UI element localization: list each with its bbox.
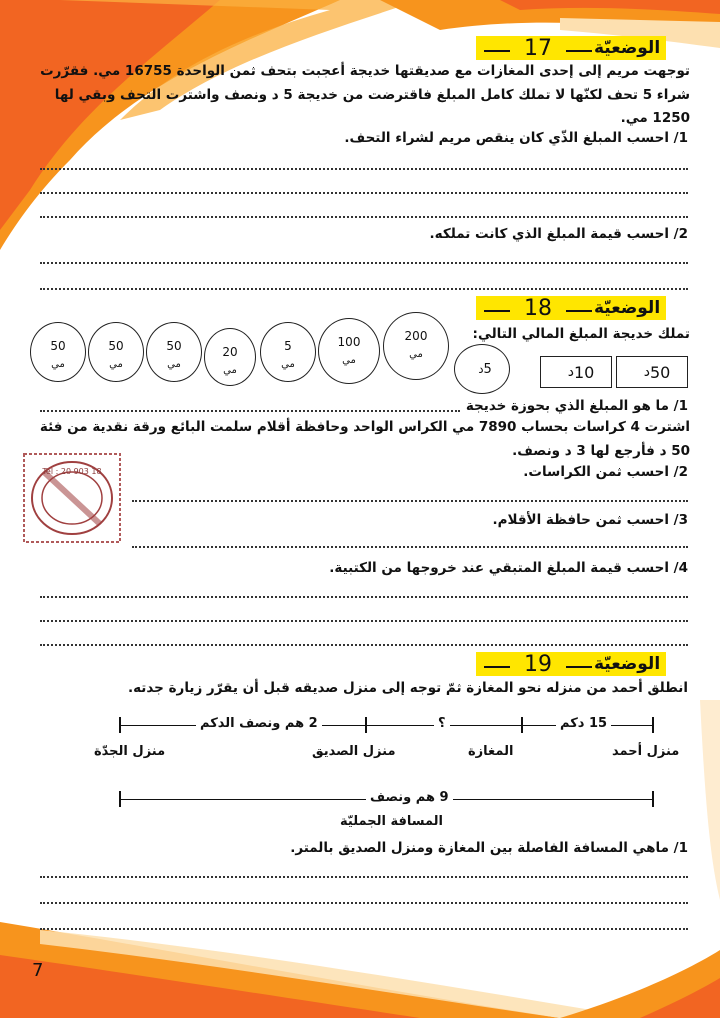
situation-17-number: 17	[524, 35, 552, 61]
title-dash	[566, 310, 592, 312]
answer-line[interactable]	[40, 410, 460, 412]
answer-line[interactable]	[40, 216, 688, 218]
answer-line[interactable]	[40, 288, 688, 290]
coin-5-dinars	[454, 344, 510, 394]
coin-value: 5	[284, 339, 292, 353]
answer-line[interactable]	[40, 620, 688, 622]
route-tick	[119, 791, 121, 807]
note-value: 10	[573, 362, 595, 382]
title-dash	[566, 666, 592, 668]
situation-19-number: 19	[524, 651, 552, 677]
situation-18-text: اشترت 4 كراسات بحساب 7890 مي الكراس الواحد وحافظة أقلام سلمت البائع ورقة نقدية من فئة 50 د فأرجع لها 3 د ونصف.	[39, 419, 690, 459]
coin-unit: د	[478, 362, 484, 376]
coin-5-millimes	[260, 322, 316, 382]
answer-line[interactable]	[132, 500, 688, 502]
segment-friend-to-grandma: 2 هم ونصف الدكم	[196, 716, 322, 731]
coin-value: 20	[222, 345, 238, 359]
situation-18-question-1: 1/ ما هو المبلغ الذي بحوزة خديجة	[465, 398, 688, 414]
coin-value: 50	[108, 339, 124, 353]
situation-17-text: توجهت مريم إلى إحدى المغازات مع صديقتها خديجة أعجبت بتحف ثمن الواحدة 16755 مي. فقرّرت شراء 5 تحف لكنّها لا تملك كامل المبلغ فاقترضت من خديجة 5 د ونصف واشترت التحف وبقي لها 1250 مي.	[40, 63, 690, 127]
coin-unit: مي	[223, 365, 237, 376]
coin-value: 50	[166, 339, 182, 353]
situation-18-question-3: 3/ احسب ثمن حافظة الأقلام.	[492, 512, 688, 528]
situation-17-question-2: 2/ احسب قيمة المبلغ الذي كانت تملكه.	[429, 226, 688, 242]
situation-18-question-4: 4/ احسب قيمة المبلغ المتبقي عند خروجها من الكتبية.	[329, 560, 688, 576]
coin-50-millimes	[88, 322, 144, 382]
situation-19-title	[476, 652, 666, 676]
answer-line[interactable]	[40, 902, 688, 904]
situation-17-question-1: 1/ احسب المبلغ الذّي كان ينقص مريم لشراء التحف.	[344, 130, 688, 146]
answer-line[interactable]	[40, 928, 688, 930]
title-dash	[484, 310, 510, 312]
banknote-50-dinars	[616, 356, 688, 388]
answer-line[interactable]	[40, 644, 688, 646]
round-stamp-icon	[22, 452, 122, 544]
coin-unit: مي	[342, 355, 356, 366]
situation-19-text: انطلق أحمد من منزله نحو المغازة ثمّ توجه إلى منزل صديقه قبل أن يقرّر زيارة جدته.	[127, 680, 688, 696]
route-tick	[119, 717, 121, 733]
place-shop: المغازة	[468, 744, 514, 759]
answer-line[interactable]	[40, 596, 688, 598]
coin-50-millimes	[146, 322, 202, 382]
coin-50-millimes	[30, 322, 86, 382]
place-ahmed-house: منزل أحمد	[612, 744, 680, 759]
route-tick	[365, 717, 367, 733]
situation-17-title	[476, 36, 666, 60]
coin-unit: مي	[409, 349, 423, 360]
coin-value: 200	[404, 329, 428, 343]
route-tick	[652, 791, 654, 807]
situation-18-number: 18	[524, 295, 552, 321]
route-tick	[652, 717, 654, 733]
coin-unit: مي	[281, 359, 295, 370]
stamp-text: Tel : 20 903 18	[42, 467, 102, 476]
situation-18-question-2: 2/ احسب ثمن الكراسات.	[523, 464, 688, 480]
segment-ahmed-to-shop: 15 دكم	[556, 716, 611, 731]
situation-17-title-word: الوضعيّة	[594, 38, 661, 58]
situation-18-intro: تملك خديجة المبلغ المالي التالي:	[472, 326, 690, 342]
title-dash	[484, 666, 510, 668]
situation-18-title	[476, 296, 666, 320]
answer-line[interactable]	[40, 192, 688, 194]
situation-18-title-word: الوضعيّة	[594, 298, 661, 318]
coin-unit: مي	[167, 359, 181, 370]
route-tick	[521, 717, 523, 733]
coin-value: 100	[337, 335, 361, 349]
place-grandma-house: منزل الجدّة	[94, 744, 166, 759]
segment-shop-to-friend: ؟	[434, 716, 450, 731]
note-unit: د	[643, 364, 650, 380]
banknote-10-dinars	[540, 356, 612, 388]
title-dash	[566, 50, 592, 52]
answer-line[interactable]	[40, 168, 688, 170]
title-dash	[484, 50, 510, 52]
answer-line[interactable]	[40, 262, 688, 264]
note-value: 50	[649, 362, 671, 382]
coin-200-millimes	[383, 312, 449, 380]
note-unit: د	[567, 364, 574, 380]
coin-unit: مي	[109, 359, 123, 370]
coin-20-millimes	[204, 328, 256, 386]
coin-value: 5	[483, 361, 492, 377]
situation-19-title-word: الوضعيّة	[594, 654, 661, 674]
page-number: 7	[32, 960, 44, 981]
coin-100-millimes	[318, 318, 380, 384]
place-friend-house: منزل الصديق	[312, 744, 396, 759]
total-distance-label: المسافة الجمليّة	[340, 814, 444, 829]
coin-value: 50	[50, 339, 66, 353]
total-distance-value: 9 هم ونصف	[366, 790, 453, 805]
answer-line[interactable]	[132, 546, 688, 548]
answer-line[interactable]	[40, 876, 688, 878]
situation-19-question-1: 1/ ماهي المسافة الفاصلة بين المغازة ومنزل الصديق بالمتر.	[290, 840, 688, 856]
coin-unit: مي	[51, 359, 65, 370]
